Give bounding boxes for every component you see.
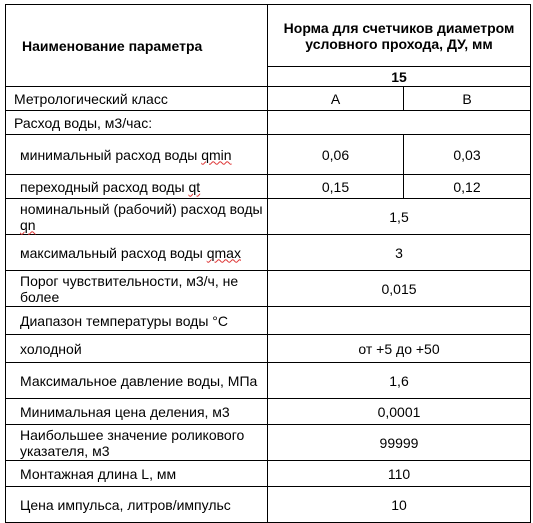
cell-value: от +5 до +50 [268,335,531,363]
cell-value: 10 [268,487,531,523]
table-row [6,199,531,235]
cell-value-b: 0,03 [404,135,531,175]
row-label: Диапазон температуры воды °С [6,307,268,335]
label-text: номинальный (рабочий) расход воды [20,200,263,217]
cell-value-a: 0,15 [268,175,404,199]
label-text: минимальный расход воды [20,146,202,163]
cell-class-a: А [268,87,404,111]
table-row [6,487,531,523]
table-row [6,307,531,335]
label-text: максимальный расход воды [20,244,207,261]
row-label [6,175,268,199]
row-label: Минимальная цена деления, м3 [6,399,268,425]
row-label: Максимальное давление воды, МПа [6,363,268,399]
table-row [6,399,531,425]
symbol-text: qmax [206,244,241,261]
cell-value: 1,6 [268,363,531,399]
cell-value: 99999 [268,425,531,461]
table-row [6,235,531,271]
table-row [6,111,531,135]
table-row [6,135,531,175]
symbol-text: qt [188,178,201,195]
table-row [6,363,531,399]
symbol-text: qn [20,216,36,233]
cell-value: 1,5 [268,199,531,235]
row-label: Цена импульса, литров/импульс [6,487,268,523]
table-row [6,175,531,199]
cell-value-a: 0,06 [268,135,404,175]
row-label: Расход воды, м3/час: [6,111,268,135]
row-label: Порог чувствительности, м3/ч, не более [6,271,268,307]
cell-value: 0,0001 [268,399,531,425]
table-row [6,425,531,461]
cell-value: 0,015 [268,271,531,307]
row-label: Метрологический класс [6,87,268,111]
cell-value: 110 [268,461,531,487]
table-row [6,87,531,111]
row-label: холодной [6,335,268,363]
row-label: Наибольшее значение роликового указателя, м3 [6,425,268,461]
cell-value: 3 [268,235,531,271]
parameters-table [5,4,531,523]
header-diameter: 15 [268,67,531,87]
row-label [6,199,268,235]
cell-class-b: В [404,87,531,111]
row-label [6,135,268,175]
table-row [6,461,531,487]
row-label [6,235,268,271]
table-row [6,335,531,363]
label-text: переходный расход воды [20,178,189,195]
table-header-row [6,5,531,67]
symbol-text: qmin [201,146,232,163]
header-norm-title: Норма для счетчиков диаметром условного прохода, ДУ, мм [268,5,531,67]
table-row [6,271,531,307]
cell-value-b: 0,12 [404,175,531,199]
empty-cell [268,111,531,135]
row-label: Монтажная длина L, мм [6,461,268,487]
empty-cell [268,307,531,335]
header-param-name: Наименование параметра [6,5,268,87]
